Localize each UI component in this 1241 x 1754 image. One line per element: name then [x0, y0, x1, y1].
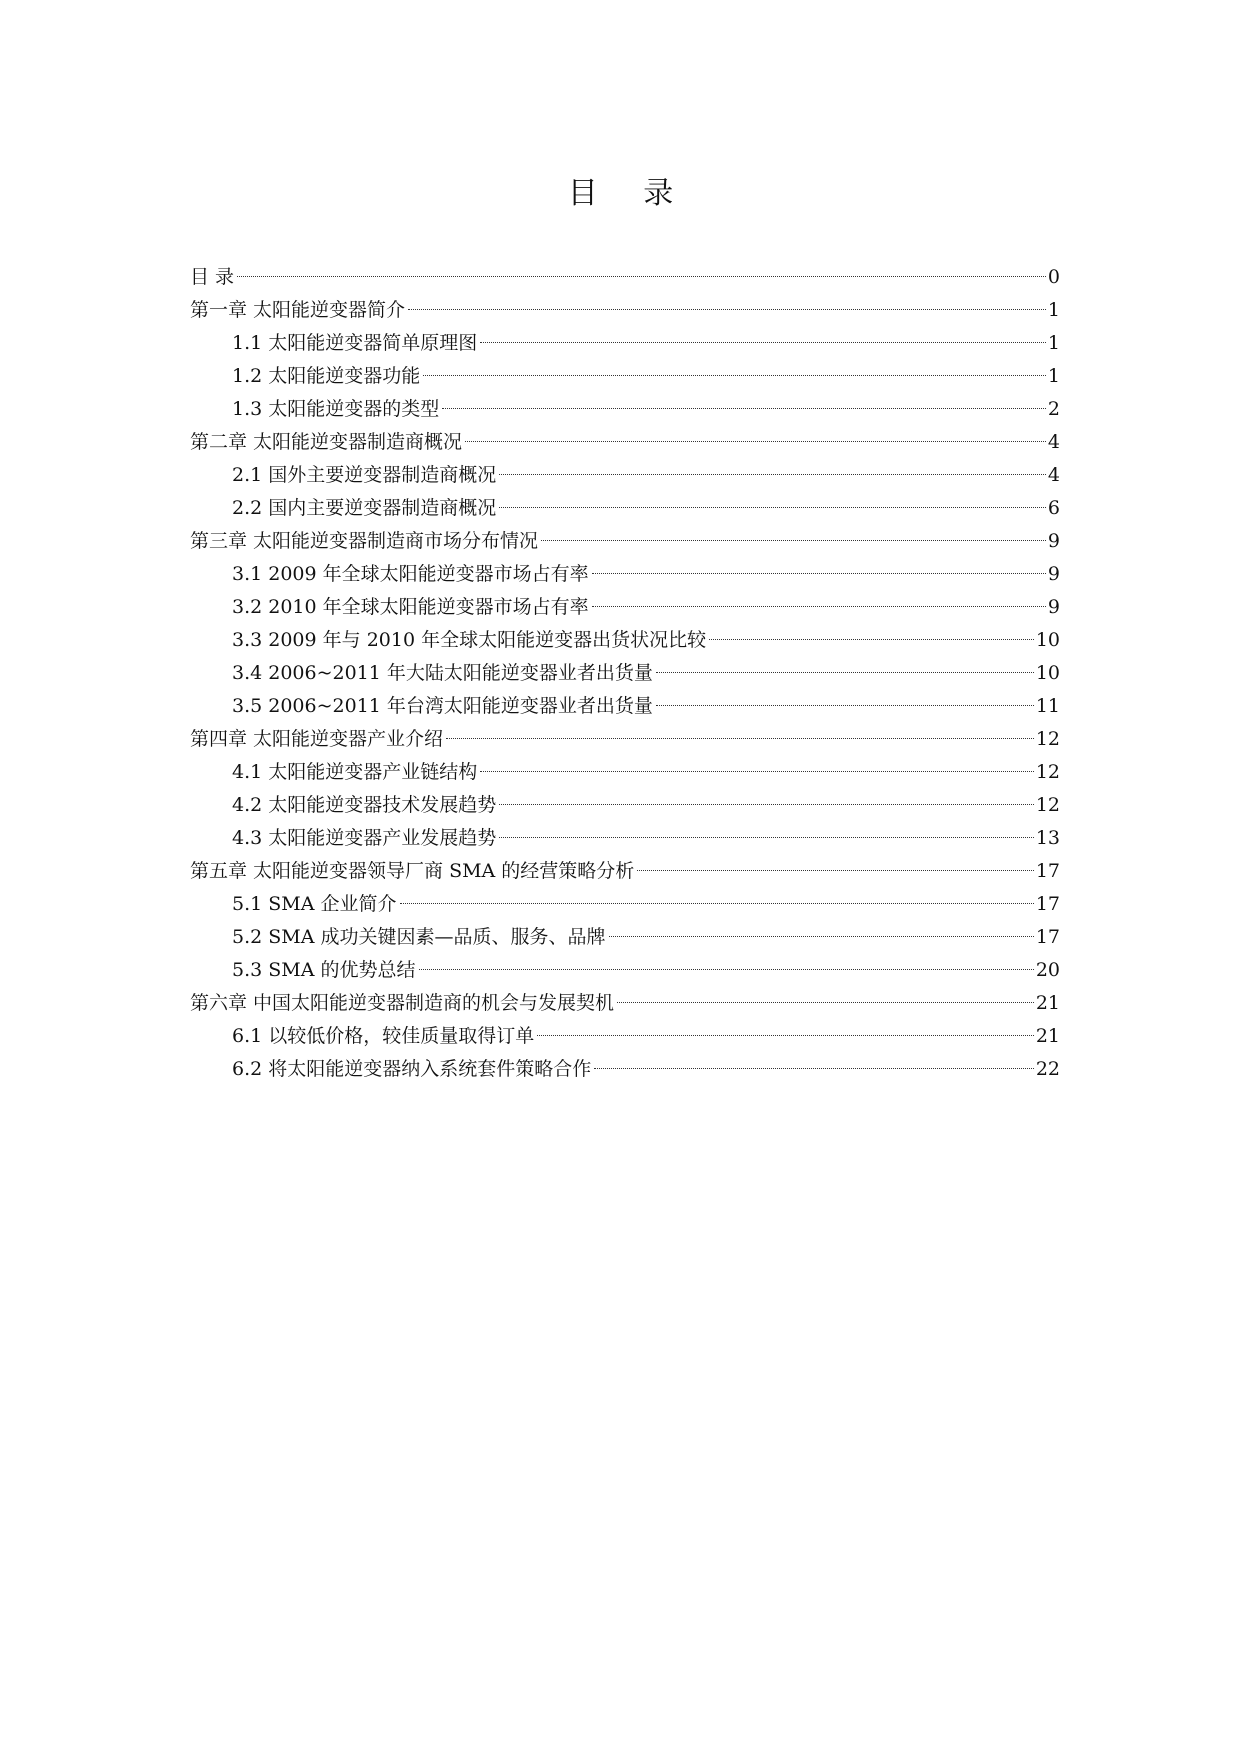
toc-entry-label: 1.3 太阳能逆变器的类型	[232, 398, 440, 420]
toc-section-entry[interactable]	[190, 393, 1060, 426]
toc-dot-leader	[609, 936, 1034, 937]
toc-section-entry[interactable]	[190, 1053, 1060, 1086]
toc-chapter-entry[interactable]	[190, 294, 1060, 327]
toc-page-number: 2	[1047, 398, 1060, 420]
toc-section-entry[interactable]	[190, 822, 1060, 855]
toc-section-entry[interactable]	[190, 1020, 1060, 1053]
toc-page-number: 12	[1035, 794, 1060, 816]
toc-page-number: 13	[1035, 827, 1060, 849]
toc-dot-leader	[537, 1035, 1034, 1036]
toc-section-entry[interactable]	[190, 789, 1060, 822]
toc-dot-leader	[480, 342, 1046, 343]
toc-dot-leader	[656, 672, 1034, 673]
toc-page-number: 11	[1035, 695, 1060, 717]
toc-page-number: 1	[1047, 299, 1060, 321]
toc-entry-label: 6.1 以较低价格，较佳质量取得订单	[232, 1025, 535, 1047]
toc-section-entry[interactable]	[190, 657, 1060, 690]
toc-dot-leader	[480, 771, 1034, 772]
toc-entry-label: 第四章 太阳能逆变器产业介绍	[190, 728, 444, 750]
toc-entry-label: 第五章 太阳能逆变器领导厂商 SMA 的经营策略分析	[190, 860, 635, 882]
toc-page-number: 6	[1047, 497, 1060, 519]
toc-chapter-entry[interactable]	[190, 426, 1060, 459]
toc-page-number: 17	[1035, 893, 1060, 915]
toc-entry-label: 1.2 太阳能逆变器功能	[232, 365, 421, 387]
toc-section-entry[interactable]	[190, 360, 1060, 393]
toc-entry-label: 3.2 2010 年全球太阳能逆变器市场占有率	[232, 596, 589, 618]
toc-dot-leader	[656, 705, 1034, 706]
toc-section-entry[interactable]	[190, 921, 1060, 954]
toc-page-number: 21	[1035, 1025, 1060, 1047]
toc-page-number: 17	[1035, 860, 1060, 882]
toc-dot-leader	[499, 837, 1034, 838]
toc-dot-leader	[419, 969, 1034, 970]
toc-entry-label: 3.3 2009 年与 2010 年全球太阳能逆变器出货状况比较	[232, 629, 707, 651]
toc-dot-leader	[637, 870, 1034, 871]
toc-dot-leader	[499, 804, 1034, 805]
toc-entry-label: 3.5 2006~2011 年台湾太阳能逆变器业者出货量	[232, 695, 653, 717]
toc-section-entry[interactable]	[190, 756, 1060, 789]
toc-entry-label: 第三章 太阳能逆变器制造商市场分布情况	[190, 530, 539, 552]
toc-entry-label: 3.4 2006~2011 年大陆太阳能逆变器业者出货量	[232, 662, 653, 684]
toc-page-number: 12	[1035, 761, 1060, 783]
table-of-contents	[190, 261, 1060, 1086]
toc-page-number: 1	[1047, 332, 1060, 354]
toc-page-number: 9	[1047, 530, 1060, 552]
toc-dot-leader	[592, 573, 1046, 574]
toc-section-entry[interactable]	[190, 327, 1060, 360]
toc-page-number: 4	[1047, 431, 1060, 453]
toc-dot-leader	[499, 507, 1046, 508]
toc-section-entry[interactable]	[190, 558, 1060, 591]
toc-page-number: 1	[1047, 365, 1060, 387]
toc-entry-label: 3.1 2009 年全球太阳能逆变器市场占有率	[232, 563, 589, 585]
toc-dot-leader	[709, 639, 1034, 640]
toc-entry-label: 第一章 太阳能逆变器简介	[190, 299, 406, 321]
toc-section-entry[interactable]	[190, 492, 1060, 525]
toc-entry-label: 第六章 中国太阳能逆变器制造商的机会与发展契机	[190, 992, 615, 1014]
toc-page-number: 21	[1035, 992, 1060, 1014]
toc-page-number: 12	[1035, 728, 1060, 750]
toc-page-number: 10	[1035, 662, 1060, 684]
toc-section-entry[interactable]	[190, 888, 1060, 921]
toc-section-entry[interactable]	[190, 624, 1060, 657]
toc-dot-leader	[465, 441, 1046, 442]
toc-entry-label: 2.2 国内主要逆变器制造商概况	[232, 497, 497, 519]
toc-dot-leader	[408, 309, 1046, 310]
toc-page-number: 9	[1047, 563, 1060, 585]
toc-chapter-entry[interactable]	[190, 723, 1060, 756]
toc-section-entry[interactable]	[190, 690, 1060, 723]
toc-entry-label: 4.1 太阳能逆变器产业链结构	[232, 761, 478, 783]
toc-entry-label: 4.2 太阳能逆变器技术发展趋势	[232, 794, 497, 816]
toc-dot-leader	[442, 408, 1046, 409]
toc-dot-leader	[541, 540, 1046, 541]
toc-entry-label: 第二章 太阳能逆变器制造商概况	[190, 431, 463, 453]
toc-dot-leader	[617, 1002, 1034, 1003]
toc-page-number: 22	[1035, 1058, 1060, 1080]
toc-page-number: 9	[1047, 596, 1060, 618]
toc-dot-leader	[400, 903, 1034, 904]
toc-page-number: 10	[1035, 629, 1060, 651]
toc-entry-label: 2.1 国外主要逆变器制造商概况	[232, 464, 497, 486]
toc-chapter-entry[interactable]	[190, 525, 1060, 558]
page-title: 目 录	[567, 176, 692, 211]
toc-page-number: 20	[1035, 959, 1060, 981]
toc-chapter-entry[interactable]	[190, 261, 1060, 294]
toc-page-number: 17	[1035, 926, 1060, 948]
toc-dot-leader	[594, 1068, 1034, 1069]
toc-section-entry[interactable]	[190, 459, 1060, 492]
toc-page-number: 4	[1047, 464, 1060, 486]
toc-entry-label: 4.3 太阳能逆变器产业发展趋势	[232, 827, 497, 849]
toc-section-entry[interactable]	[190, 591, 1060, 624]
toc-dot-leader	[592, 606, 1046, 607]
toc-page-number: 0	[1047, 266, 1060, 288]
toc-entry-label: 5.1 SMA 企业简介	[232, 893, 397, 915]
toc-section-entry[interactable]	[190, 954, 1060, 987]
toc-entry-label: 1.1 太阳能逆变器简单原理图	[232, 332, 478, 354]
toc-dot-leader	[499, 474, 1046, 475]
toc-dot-leader	[446, 738, 1034, 739]
toc-entry-label: 5.2 SMA 成功关键因素—品质、服务、品牌	[232, 926, 606, 948]
toc-entry-label: 6.2 将太阳能逆变器纳入系统套件策略合作	[232, 1058, 592, 1080]
toc-chapter-entry[interactable]	[190, 987, 1060, 1020]
toc-entry-label: 目 录	[190, 266, 235, 288]
toc-entry-label: 5.3 SMA 的优势总结	[232, 959, 416, 981]
toc-dot-leader	[237, 276, 1046, 277]
toc-chapter-entry[interactable]	[190, 855, 1060, 888]
toc-dot-leader	[423, 375, 1046, 376]
